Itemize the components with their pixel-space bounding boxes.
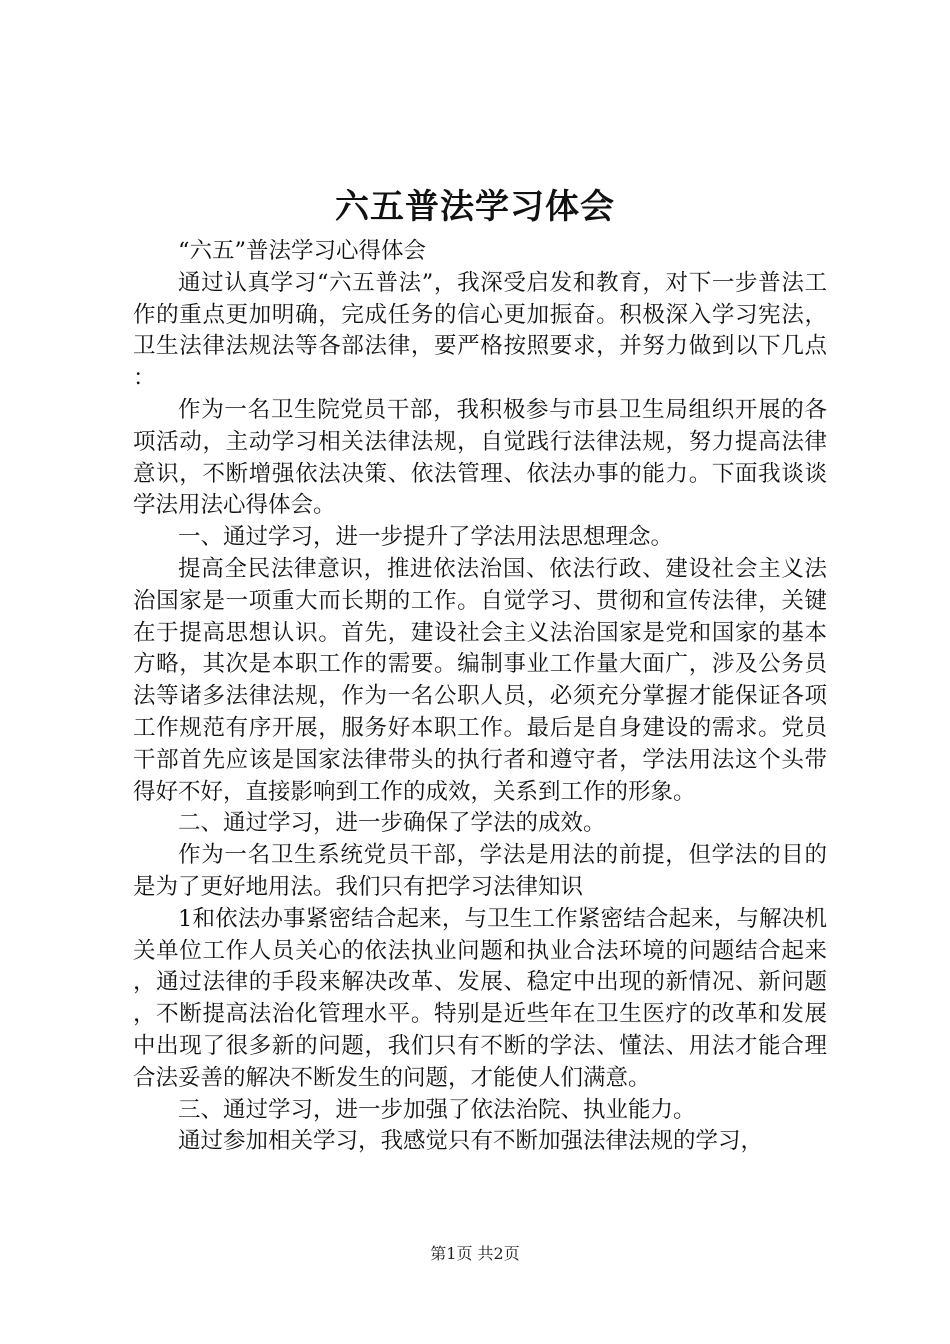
body-paragraph: 提高全民法律意识，推进依法治国、依法行政、建设社会主义法治国家是一项重大而长期的工作。自觉学习、贯彻和宣传法律，关键在于提高思想认识。首先，建设社会主义法治国家是党和国家的基本方略，其次是本职工作的需要。编制事业工作量大面广，涉及公务员法等诸多法律法规，作为一名公职人员，必须充分掌握才能保证各项工作规范有序开展，服务好本职工作。最后是自身建设的需求。党员干部首先应该是国家法律带头的执行者和遵守者，学法用法这个头带得好不好，直接影响到工作的成效，关系到工作的形象。 xyxy=(133,555,827,805)
section-heading: 二、通过学习，进一步确保了学法的成效。 xyxy=(178,810,606,837)
document-body xyxy=(133,236,827,1158)
document-title: 六五普法学习体会 xyxy=(335,187,615,227)
section-heading: 一、通过学习，进一步提升了学法用法思想理念。 xyxy=(178,524,674,551)
body-paragraph: 1和依法办事紧密结合起来，与卫生工作紧密结合起来，与解决机关单位工作人员关心的依法执业问题和执业合法环境的问题结合起来，通过法律的手段来解决改革、发展、稳定中出现的新情况、新问题，不断提高法治化管理水平。特别是近些年在卫生医疗的改革和发展中出现了很多新的问题，我们只有不断的学法、懂法、用法才能合理合法妥善的解决不断发生的问题，才能使人们满意。 xyxy=(133,905,827,1091)
body-paragraph: 作为一名卫生系统党员干部，学法是用法的前提，但学法的目的是为了更好地用法。我们只有把学习法律知识 xyxy=(133,842,827,900)
body-paragraph: 通过参加相关学习，我感觉只有不断加强法律法规的学习， xyxy=(178,1128,764,1155)
body-paragraph: 通过认真学习“六五普法”，我深受启发和教育，对下一步普法工作的重点更加明确，完成任务的信心更加振奋。积极深入学习宪法，卫生法律法规法等各部法律，要严格按照要求，并努力做到以下几点： xyxy=(133,269,827,392)
page-number: 第1页 共2页 xyxy=(430,1244,520,1263)
body-paragraph: 作为一名卫生院党员干部，我积极参与市县卫生局组织开展的各项活动，主动学习相关法律法规，自觉践行法律法规，努力提高法律意识，不断增强依法决策、依法管理、依法办事的能力。下面我谈谈学法用法心得体会。 xyxy=(133,396,827,519)
section-heading: 三、通过学习，进一步加强了依法治院、执业能力。 xyxy=(178,1096,696,1123)
subtitle-paragraph: “六五”普法学习心得体会 xyxy=(178,238,427,264)
